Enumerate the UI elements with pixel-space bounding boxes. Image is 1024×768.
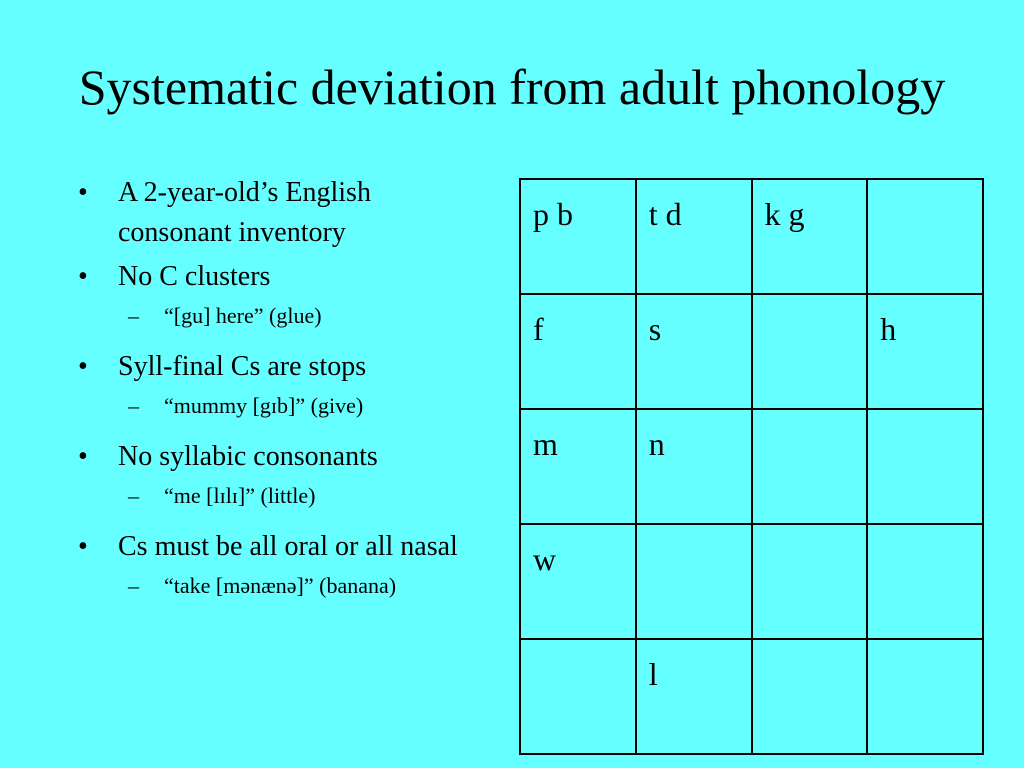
- table-cell: s: [636, 294, 752, 409]
- table-cell: w: [520, 524, 636, 639]
- table-cell: [867, 524, 983, 639]
- sub-bullet-item: [118, 387, 478, 425]
- sub-bullet-list: [118, 477, 478, 515]
- bullet-text: Cs must be all oral or all nasal: [118, 531, 458, 562]
- sub-bullet-marker: –: [128, 483, 139, 508]
- table-cell: [520, 639, 636, 754]
- sub-bullet-list: [118, 297, 478, 335]
- bullet-text: A 2-year-old’s English consonant inventory: [118, 177, 371, 248]
- sub-bullet-text: “me [lɪlɪ]” (little): [164, 483, 316, 508]
- table-cell: l: [636, 639, 752, 754]
- table-cell: m: [520, 409, 636, 524]
- table-cell: n: [636, 409, 752, 524]
- bullet-item: [78, 173, 478, 253]
- bullet-marker: •: [78, 177, 88, 208]
- sub-bullet-text: “[gu] here” (glue): [164, 303, 322, 328]
- table-cell: h: [867, 294, 983, 409]
- bullet-list: [78, 173, 478, 617]
- table-row: [520, 524, 983, 639]
- sub-bullet-item: [118, 297, 478, 335]
- bullet-text: Syll-final Cs are stops: [118, 351, 367, 382]
- sub-bullet-marker: –: [128, 573, 139, 598]
- table-cell: [752, 524, 868, 639]
- table-cell: [636, 524, 752, 639]
- table-cell: [752, 294, 868, 409]
- table-cell: [752, 409, 868, 524]
- bullet-text: No syllabic consonants: [118, 441, 378, 472]
- table-cell: [752, 639, 868, 754]
- bullet-item: [78, 347, 478, 425]
- table-cell: t d: [636, 179, 752, 294]
- sub-bullet-item: [118, 477, 478, 515]
- table-row: [520, 639, 983, 754]
- sub-bullet-list: [118, 567, 478, 605]
- bullet-item: [78, 527, 478, 605]
- bullet-item: [78, 257, 478, 335]
- sub-bullet-list: [118, 387, 478, 425]
- bullet-text: No C clusters: [118, 261, 271, 292]
- table-cell: p b: [520, 179, 636, 294]
- table-cell: f: [520, 294, 636, 409]
- table-cell: [867, 639, 983, 754]
- slide-title: Systematic deviation from adult phonology: [78, 59, 946, 115]
- table-row: [520, 294, 983, 409]
- sub-bullet-marker: –: [128, 393, 139, 418]
- table-cell: [867, 409, 983, 524]
- consonant-inventory-table: [519, 178, 984, 755]
- sub-bullet-text: “take [mənænə]” (banana): [164, 573, 397, 598]
- table-cell: k g: [752, 179, 868, 294]
- table-row: [520, 179, 983, 294]
- bullet-marker: •: [78, 261, 88, 292]
- sub-bullet-item: [118, 567, 478, 605]
- table-row: [520, 409, 983, 524]
- sub-bullet-marker: –: [128, 303, 139, 328]
- table-cell: [867, 179, 983, 294]
- bullet-marker: •: [78, 441, 88, 472]
- bullet-item: [78, 437, 478, 515]
- bullet-marker: •: [78, 531, 88, 562]
- bullet-marker: •: [78, 351, 88, 382]
- sub-bullet-text: “mummy [gɪb]” (give): [164, 393, 364, 418]
